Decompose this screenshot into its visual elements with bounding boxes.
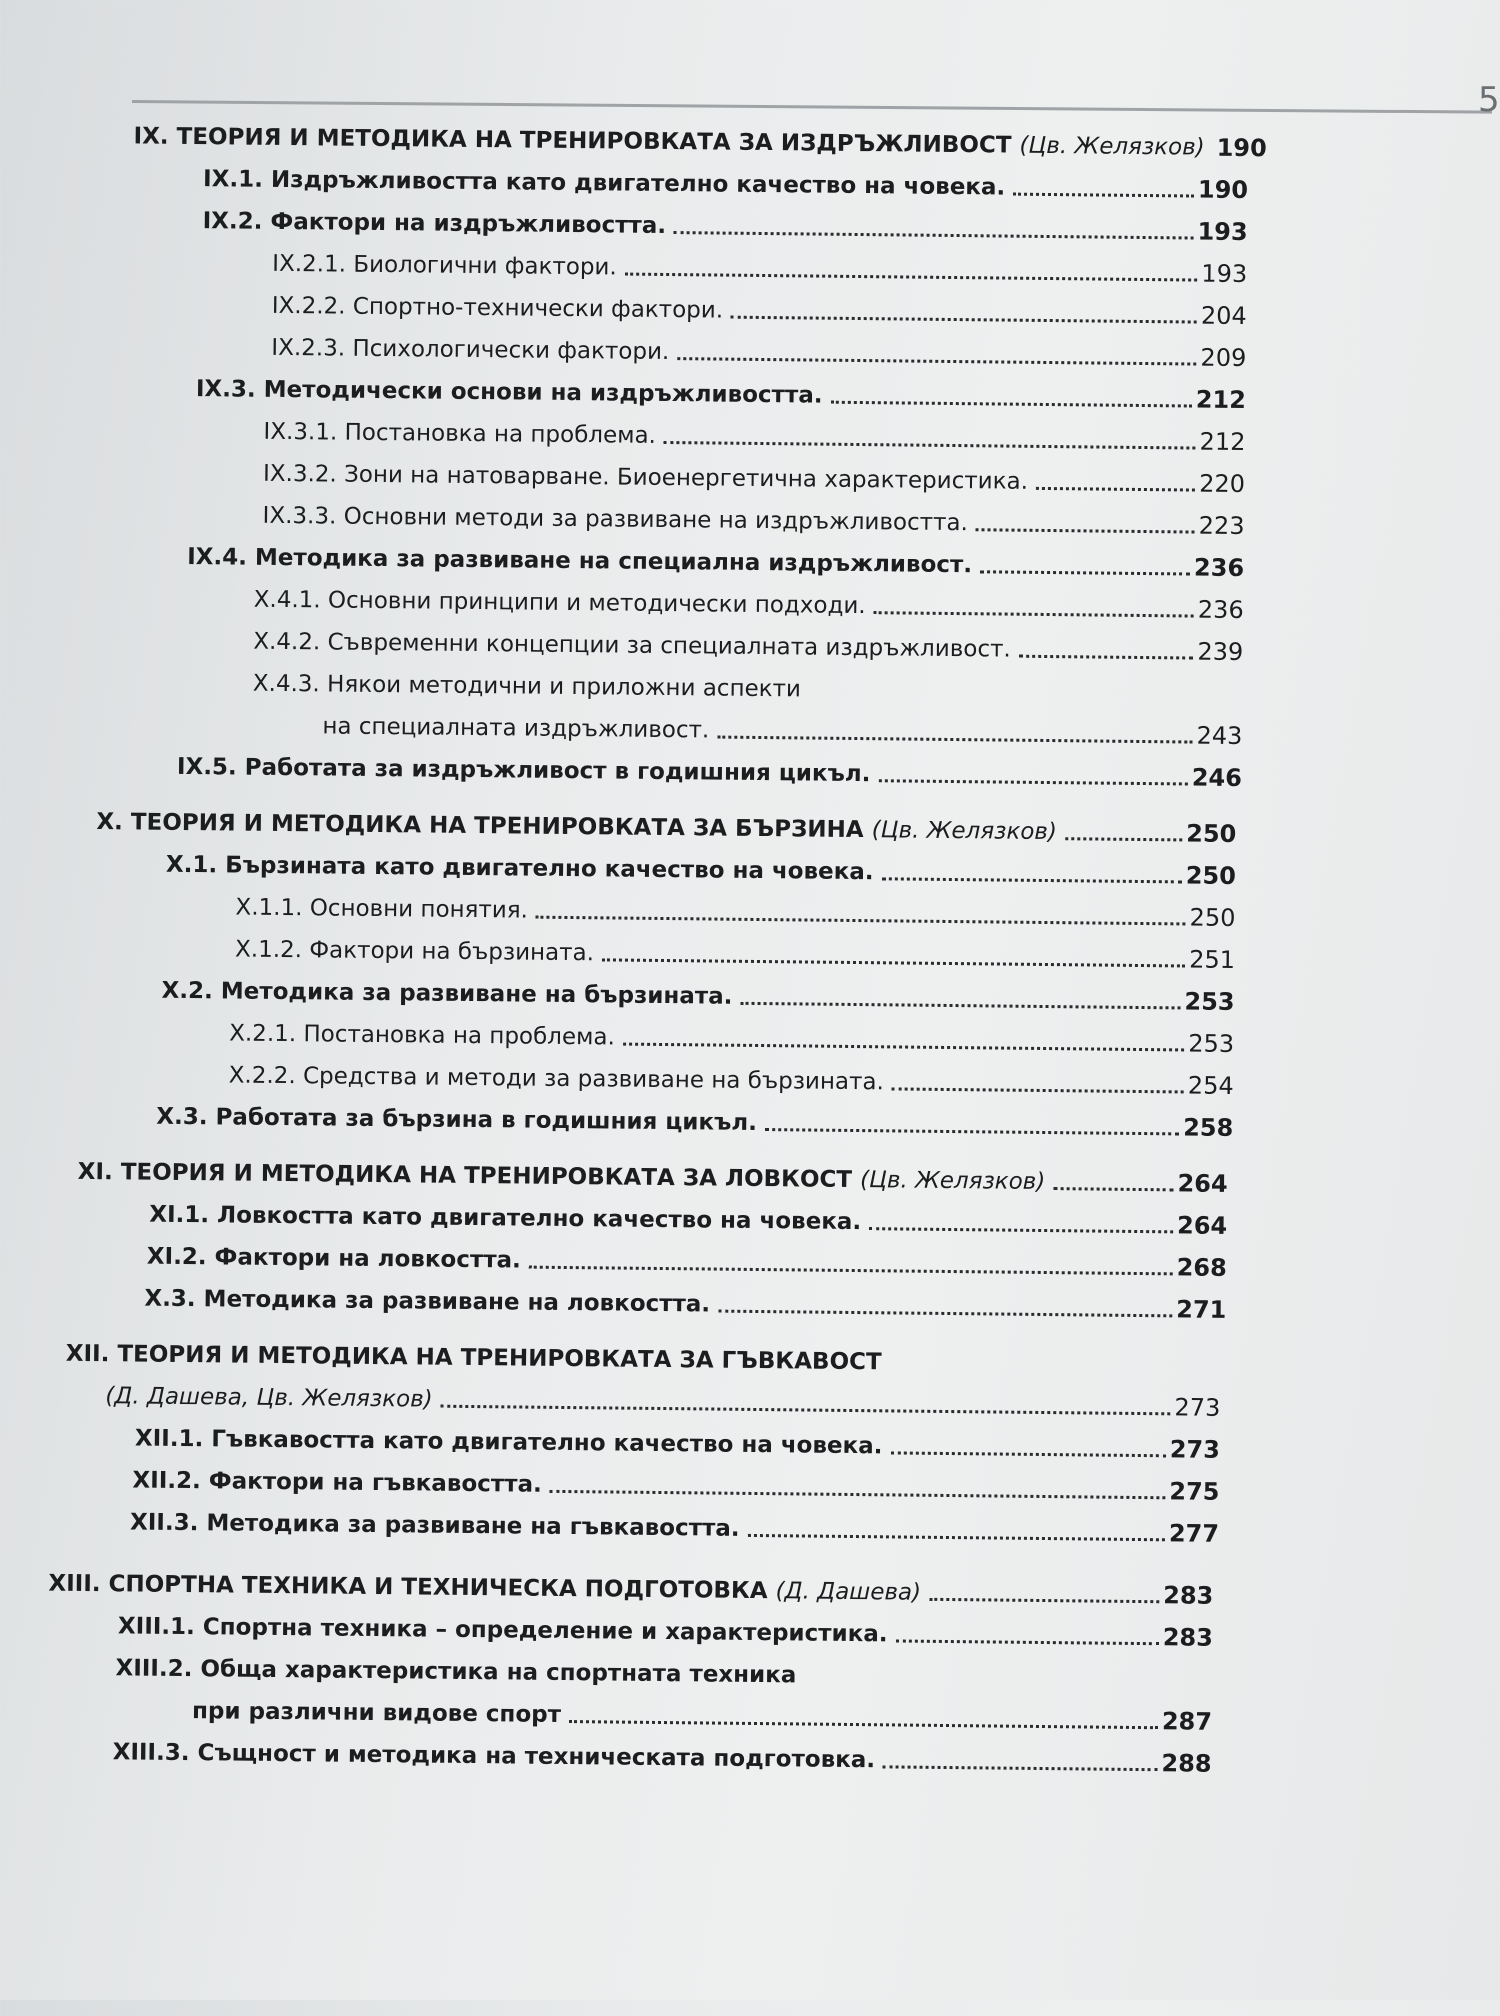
toc-item[interactable]	[235, 893, 1235, 933]
page-ref: 246	[1192, 763, 1242, 794]
toc-item[interactable]	[161, 976, 1234, 1017]
toc-item[interactable]	[203, 206, 1248, 247]
leader-dots	[883, 1765, 1157, 1771]
chapter-author: (Цв. Желязков)	[860, 1167, 1045, 1195]
page-ref: 223	[1199, 511, 1245, 541]
page-ref: 250	[1186, 860, 1236, 891]
toc-item-title: XIII.2. Обща характеристика на спортната техника	[115, 1655, 796, 1688]
toc-item-title: X.4.2. Съвременни концепции за специалната издръжливост.	[253, 627, 1011, 665]
page-ref: 212	[1199, 427, 1245, 457]
toc-item[interactable]	[144, 1284, 1226, 1325]
toc-chapter-ix[interactable]	[133, 121, 1248, 163]
page-ref: 283	[1163, 1580, 1213, 1611]
toc-item-continuation[interactable]	[192, 1696, 1212, 1737]
page-ref: 283	[1163, 1622, 1213, 1653]
leader-dots	[623, 1043, 1185, 1052]
toc-item-title: X.4.1. Основни принципи и методически подходи.	[254, 585, 866, 621]
toc-item-title: XIII.1. Спортна техника – определение и характеристика.	[118, 1611, 888, 1649]
chapter-author: (Цв. Желязков)	[1019, 133, 1204, 161]
toc-item[interactable]	[130, 1507, 1219, 1548]
chapter-author: (Цв. Желязков)	[872, 817, 1057, 845]
toc-item-title: X.2.2. Средства и методи за развиване на бързината.	[229, 1060, 884, 1097]
toc-item[interactable]	[156, 1102, 1233, 1143]
toc-item[interactable]	[147, 1242, 1227, 1283]
page-ref: 250	[1186, 818, 1236, 849]
page-ref: 220	[1199, 469, 1245, 499]
toc-chapter-xii[interactable]	[105, 1381, 1220, 1423]
page-ref: 193	[1201, 259, 1247, 289]
toc-item[interactable]	[235, 935, 1235, 975]
toc-chapter-xiii[interactable]	[48, 1569, 1213, 1611]
leader-dots	[890, 1451, 1165, 1457]
page-ref: 264	[1177, 1168, 1227, 1199]
toc-item-title: XIII.3. Същност и методика на техническата подготовка.	[112, 1737, 875, 1775]
toc-item-title: X.2.1. Постановка на проблема.	[229, 1018, 615, 1052]
toc-item[interactable]	[229, 1060, 1234, 1101]
toc-item[interactable]	[166, 850, 1236, 891]
leader-dots	[550, 1490, 1166, 1499]
toc-item-title: IX.4. Методика за развиване на специална издръжливост.	[187, 542, 972, 580]
leader-dots	[878, 779, 1187, 785]
page-ref: 258	[1183, 1112, 1233, 1143]
toc-item-title: IX.3.2. Зони на натоварване. Биоенергетична характеристика.	[263, 459, 1028, 497]
toc-item-title: IX.2. Фактори на издръжливостта.	[203, 206, 667, 241]
chapter-title: XIII. СПОРТНА ТЕХНИКА И ТЕХНИЧЕСКА ПОДГОТОВКА	[48, 1571, 767, 1605]
page-ref: 288	[1161, 1748, 1211, 1779]
leader-dots	[740, 1002, 1180, 1010]
toc-item-title: IX.1. Издръжливостта като двигателно качество на човека.	[203, 164, 1005, 202]
toc-item[interactable]	[112, 1737, 1211, 1779]
toc-item-title: XII.1. Гъвкавостта като двигателно качество на човека.	[135, 1423, 883, 1461]
toc-item[interactable]	[135, 1423, 1220, 1464]
leader-dots	[874, 611, 1194, 617]
toc-item-title: IX.2.3. Психологически фактори.	[271, 333, 669, 367]
toc-item[interactable]	[187, 542, 1244, 583]
chapter-author: (Д. Дашева)	[775, 1578, 921, 1606]
chapter-title: IX. ТЕОРИЯ И МЕТОДИКА НА ТРЕНИРОВКАТА ЗА ИЗДРЪЖЛИВОСТ	[133, 123, 1011, 158]
chapter-title: X. ТЕОРИЯ И МЕТОДИКА НА ТРЕНИРОВКАТА ЗА БЪРЗИНА	[96, 809, 864, 843]
page-ref: 243	[1196, 721, 1242, 751]
toc-item[interactable]	[203, 164, 1248, 205]
leader-dots	[748, 1534, 1165, 1541]
leader-dots	[869, 1227, 1173, 1233]
page-ref: 254	[1188, 1070, 1234, 1100]
leader-dots	[602, 958, 1185, 967]
toc-item[interactable]	[229, 1018, 1234, 1059]
leader-dots	[718, 1310, 1172, 1318]
toc-item[interactable]	[132, 1465, 1219, 1506]
toc-chapter-xii-title[interactable]	[66, 1339, 882, 1378]
page-ref: 268	[1177, 1252, 1227, 1283]
leader-dots	[929, 1598, 1159, 1603]
toc-item-title: при различни видове спорт	[192, 1696, 561, 1730]
toc-item-title: X.3. Работата за бързина в годишния цикъл.	[156, 1102, 757, 1138]
toc-item-title: IX.2.2. Спортно-технически фактори.	[272, 291, 724, 326]
page-ref: 212	[1196, 385, 1246, 416]
toc-item-title: X.1.2. Фактори на бързината.	[235, 935, 594, 969]
toc-item-title: IX.3. Методически основи на издръжливостта.	[196, 374, 823, 411]
leader-dots	[664, 441, 1196, 450]
page-ref: 273	[1170, 1434, 1220, 1465]
toc-item[interactable]	[253, 627, 1243, 667]
toc-item-title: XII.3. Методика за развиване на гъвкавостта.	[130, 1507, 740, 1543]
toc-item-title: X.1.1. Основни понятия.	[235, 893, 528, 926]
page-ref: 190	[1217, 133, 1267, 164]
toc-item-title: IX.3.3. Основни методи за развиване на издръжливостта.	[262, 501, 968, 538]
leader-dots	[1019, 655, 1194, 660]
leader-dots	[976, 528, 1195, 533]
toc-item-title: XII.2. Фактори на гъвкавостта.	[132, 1465, 542, 1499]
leader-dots	[677, 357, 1196, 365]
page-ref: 253	[1188, 1029, 1234, 1059]
leader-dots	[569, 1720, 1158, 1729]
leader-dots	[529, 1266, 1173, 1276]
page-ref: 251	[1189, 945, 1235, 975]
page-ref: 264	[1177, 1210, 1227, 1241]
leader-dots	[717, 736, 1192, 744]
toc-item[interactable]	[262, 501, 1244, 541]
toc-item-title: IX.3.1. Постановка на проблема.	[263, 417, 656, 451]
leader-dots	[980, 570, 1190, 575]
leader-dots	[441, 1405, 1171, 1416]
toc-item[interactable]	[177, 752, 1242, 793]
leader-dots	[1065, 837, 1182, 841]
page-number: 5	[1478, 80, 1500, 120]
page-ref: 253	[1184, 986, 1234, 1017]
leader-dots	[895, 1639, 1158, 1645]
page-ref: 271	[1176, 1294, 1226, 1325]
leader-dots	[1013, 193, 1194, 198]
toc-item[interactable]	[254, 585, 1244, 625]
chapter-title: XI. ТЕОРИЯ И МЕТОДИКА НА ТРЕНИРОВКАТА ЗА ЛОВКОСТ	[78, 1159, 853, 1193]
leader-dots	[1036, 487, 1195, 492]
page-ref: 239	[1197, 637, 1243, 667]
page-ref: 190	[1198, 175, 1248, 206]
page-ref: 236	[1194, 553, 1244, 584]
page-ref: 277	[1169, 1518, 1219, 1549]
toc-item[interactable]	[271, 333, 1246, 373]
toc-item[interactable]	[115, 1653, 796, 1690]
toc-chapter-x[interactable]	[96, 807, 1236, 849]
toc-item-continuation[interactable]	[322, 711, 1242, 751]
leader-dots	[881, 877, 1181, 883]
leader-dots	[674, 231, 1193, 239]
toc-item-title: на специалната издръжливост.	[322, 711, 709, 745]
page-ref: 236	[1198, 595, 1244, 625]
toc-item[interactable]	[263, 417, 1245, 457]
toc-item-title: IX.2.1. Биологични фактори.	[272, 249, 617, 283]
toc-item[interactable]	[263, 459, 1245, 499]
leader-dots	[765, 1128, 1179, 1135]
toc-item[interactable]	[118, 1611, 1213, 1652]
toc-item-title: XI.2. Фактори на ловкостта.	[147, 1242, 521, 1276]
toc-item[interactable]	[149, 1200, 1227, 1241]
leader-dots	[625, 273, 1198, 282]
leader-dots	[892, 1087, 1184, 1093]
chapter-title: XII. ТЕОРИЯ И МЕТОДИКА НА ТРЕНИРОВКАТА ЗА ГЪВКАВОСТ	[66, 1341, 882, 1376]
page-ref: 209	[1200, 343, 1246, 373]
toc-item-title: XI.1. Ловкостта като двигателно качество на човека.	[149, 1200, 861, 1237]
page-ref: 275	[1169, 1476, 1219, 1507]
leader-dots	[731, 316, 1197, 324]
toc-item-title: IX.5. Работата за издръжливост в годишния цикъл.	[177, 752, 871, 789]
page-ref: 273	[1174, 1392, 1220, 1422]
toc-item[interactable]	[253, 669, 801, 705]
page-ref: 250	[1189, 903, 1235, 933]
toc-item-title: X.4.3. Някои методични и приложни аспекти	[253, 671, 801, 703]
toc-item-title: X.2. Методика за развиване на бързината.	[161, 976, 732, 1012]
leader-dots	[536, 916, 1186, 926]
toc-chapter-xi[interactable]	[78, 1157, 1228, 1199]
chapter-author: (Д. Дашева, Цв. Желязков)	[105, 1381, 433, 1414]
page-ref: 287	[1162, 1706, 1212, 1737]
page-ref: 204	[1201, 301, 1247, 331]
toc-item[interactable]	[272, 291, 1247, 331]
leader-dots	[830, 401, 1191, 408]
toc-item-title: X.1. Бързината като двигателно качество на човека.	[166, 850, 874, 887]
page-ref: 193	[1197, 217, 1247, 248]
toc-item[interactable]	[272, 249, 1247, 289]
leader-dots	[1053, 1187, 1173, 1191]
toc-item-title: X.3. Методика за развиване на ловкостта.	[144, 1284, 710, 1320]
toc-item[interactable]	[196, 374, 1246, 415]
